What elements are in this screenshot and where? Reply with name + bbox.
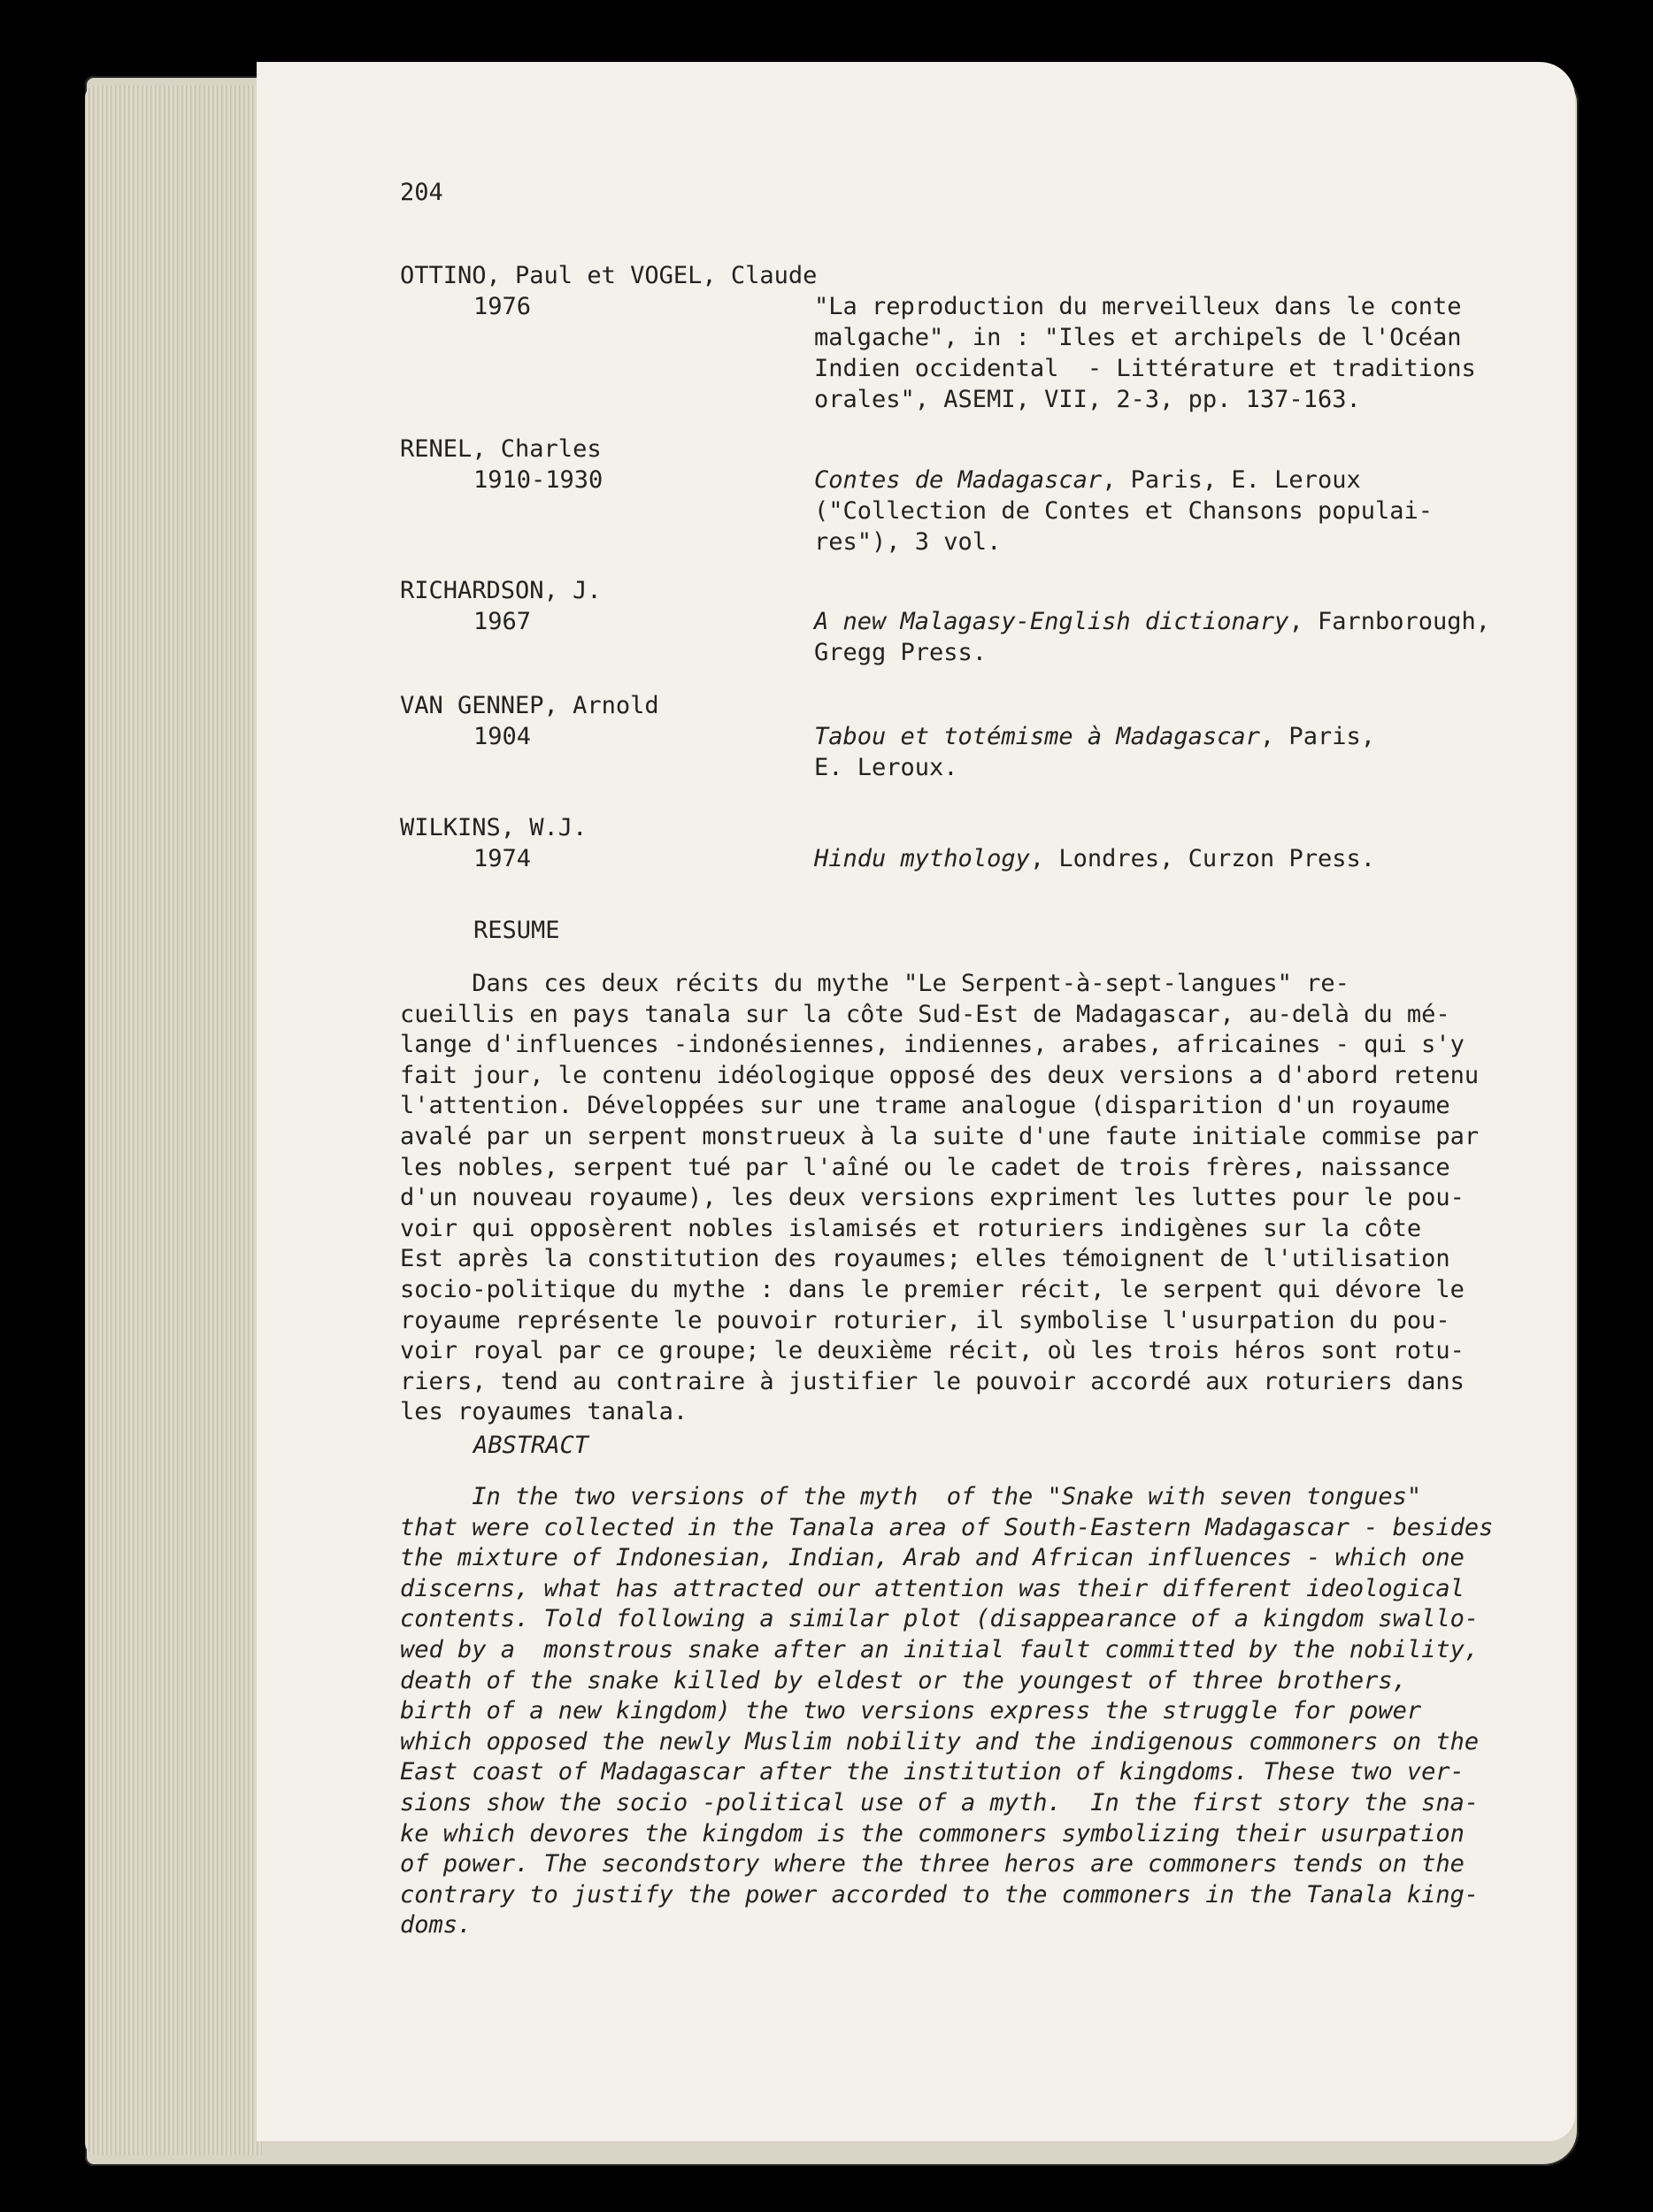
reference-line: malgache", in : "Iles et archipels de l'Océan: [814, 324, 1462, 351]
reference-publisher: , Paris, E. Leroux: [1102, 466, 1361, 494]
resume-line: les nobles, serpent tué par l'aîné ou le cadet de trois frères, naissance: [400, 1153, 1450, 1181]
resume-heading: RESUME: [473, 917, 560, 944]
reference-publisher: , Paris,: [1259, 723, 1375, 750]
abstract-heading: ABSTRACT: [473, 1432, 589, 1459]
reference-line: "La reproduction du merveilleux dans le conte: [814, 293, 1462, 320]
reference-publisher: , Londres, Curzon Press.: [1029, 845, 1375, 872]
abstract-line: East coast of Madagascar after the institution of kingdoms. These two ver-: [400, 1758, 1465, 1786]
abstract-line: the mixture of Indonesian, Indian, Arab and African influences - which one: [400, 1544, 1465, 1572]
abstract-line: of power. The secondstory where the three heros are commoners tends on the: [400, 1850, 1465, 1878]
reference-line: orales", ASEMI, VII, 2-3, pp. 137-163.: [814, 386, 1361, 413]
abstract-line: wed by a monstrous snake after an initial fault committed by the nobility,: [400, 1636, 1480, 1663]
resume-line: les royaumes tanala.: [400, 1398, 688, 1426]
reference-line: Gregg Press.: [814, 639, 988, 666]
resume-line: cueillis en pays tanala sur la côte Sud-Est de Madagascar, au-delà du mé-: [400, 1000, 1450, 1028]
reference-line: res"), 3 vol.: [814, 528, 1002, 556]
reference-line: [814, 843, 1375, 874]
resume-line: Est après la constitution des royaumes; elles témoignent de l'utilisation: [400, 1245, 1450, 1273]
reference-line: E. Leroux.: [814, 754, 958, 781]
reference-title: Tabou et totémisme à Madagascar: [814, 723, 1260, 750]
abstract-line: death of the snake killed by eldest or the youngest of three brothers,: [400, 1666, 1407, 1694]
abstract-line: birth of a new kingdom) the two versions express the struggle for power: [400, 1697, 1422, 1725]
reference-publisher: , Farnborough,: [1288, 608, 1491, 635]
abstract-line: doms.: [400, 1911, 473, 1939]
resume-line: lange d'influences -indonésiennes, indiennes, arabes, africaines - qui s'y: [400, 1031, 1465, 1059]
abstract-line: contents. Told following a similar plot (disappearance of a kingdom swallo-: [400, 1605, 1480, 1633]
resume-line: avalé par un serpent monstrueux à la suite d'une faute initiale commise par: [400, 1123, 1480, 1150]
resume-line: l'attention. Développées sur une trame analogue (disparition d'un royaume: [400, 1092, 1450, 1120]
reference-year: 1910-1930: [473, 466, 604, 494]
abstract-line: ke which devores the kingdom is the commoners symbolizing their usurpation: [400, 1819, 1465, 1847]
resume-line: voir qui opposèrent nobles islamisés et roturiers indigènes sur la côte: [400, 1214, 1422, 1242]
reference-author: VAN GENNEP, Arnold: [400, 692, 659, 719]
abstract-line: that were collected in the Tanala area of South-Eastern Madagascar - besides: [400, 1513, 1494, 1541]
reference-year: 1974: [473, 845, 532, 872]
reference-author: WILKINS, W.J.: [400, 814, 588, 841]
reference-title: Hindu mythology: [814, 845, 1030, 872]
reference-line: [814, 465, 1361, 495]
reference-line: [814, 606, 1490, 637]
reference-author: OTTINO, Paul et VOGEL, Claude: [400, 262, 818, 289]
reference-author: RICHARDSON, J.: [400, 577, 602, 604]
reference-year: 1976: [473, 293, 532, 320]
reference-title: Contes de Madagascar: [814, 466, 1103, 494]
abstract-line: discerns, what has attracted our attention was their different ideological: [400, 1574, 1465, 1602]
reference-title: A new Malagasy-English dictionary: [814, 608, 1289, 635]
abstract-line: contrary to justify the power accorded to the commoners in the Tanala king-: [400, 1880, 1480, 1909]
reference-line: ("Collection de Contes et Chansons populai-: [814, 497, 1433, 525]
resume-line: Dans ces deux récits du mythe "Le Serpent-à-sept-langues" re-: [400, 970, 1349, 997]
page-edges: [85, 85, 262, 2155]
abstract-line: sions show the socio -political use of a myth. In the first story the sna-: [400, 1789, 1480, 1816]
resume-line: riers, tend au contraire à justifier le pouvoir accordé aux roturiers dans: [400, 1367, 1465, 1395]
resume-line: socio-politique du mythe : dans le premier récit, le serpent qui dévore le: [400, 1276, 1465, 1303]
reference-year: 1904: [473, 723, 532, 750]
abstract-line: In the two versions of the myth of the "Snake with seven tongues": [400, 1483, 1422, 1510]
resume-line: voir royal par ce groupe; le deuxième récit, où les trois héros sont rotu-: [400, 1337, 1465, 1365]
reference-line: Indien occidental - Littérature et traditions: [814, 355, 1476, 382]
page-number: 204: [400, 179, 443, 206]
resume-line: fait jour, le contenu idéologique opposé des deux versions a d'abord retenu: [400, 1061, 1480, 1089]
reference-author: RENEL, Charles: [400, 435, 602, 463]
resume-line: d'un nouveau royaume), les deux versions expriment les luttes pour le pou-: [400, 1184, 1465, 1212]
resume-line: royaume représente le pouvoir roturier, il symbolise l'usurpation du pou-: [400, 1306, 1450, 1334]
reference-line: [814, 721, 1375, 752]
reference-year: 1967: [473, 608, 532, 635]
abstract-line: which opposed the newly Muslim nobility and the indigenous commoners on the: [400, 1727, 1480, 1755]
